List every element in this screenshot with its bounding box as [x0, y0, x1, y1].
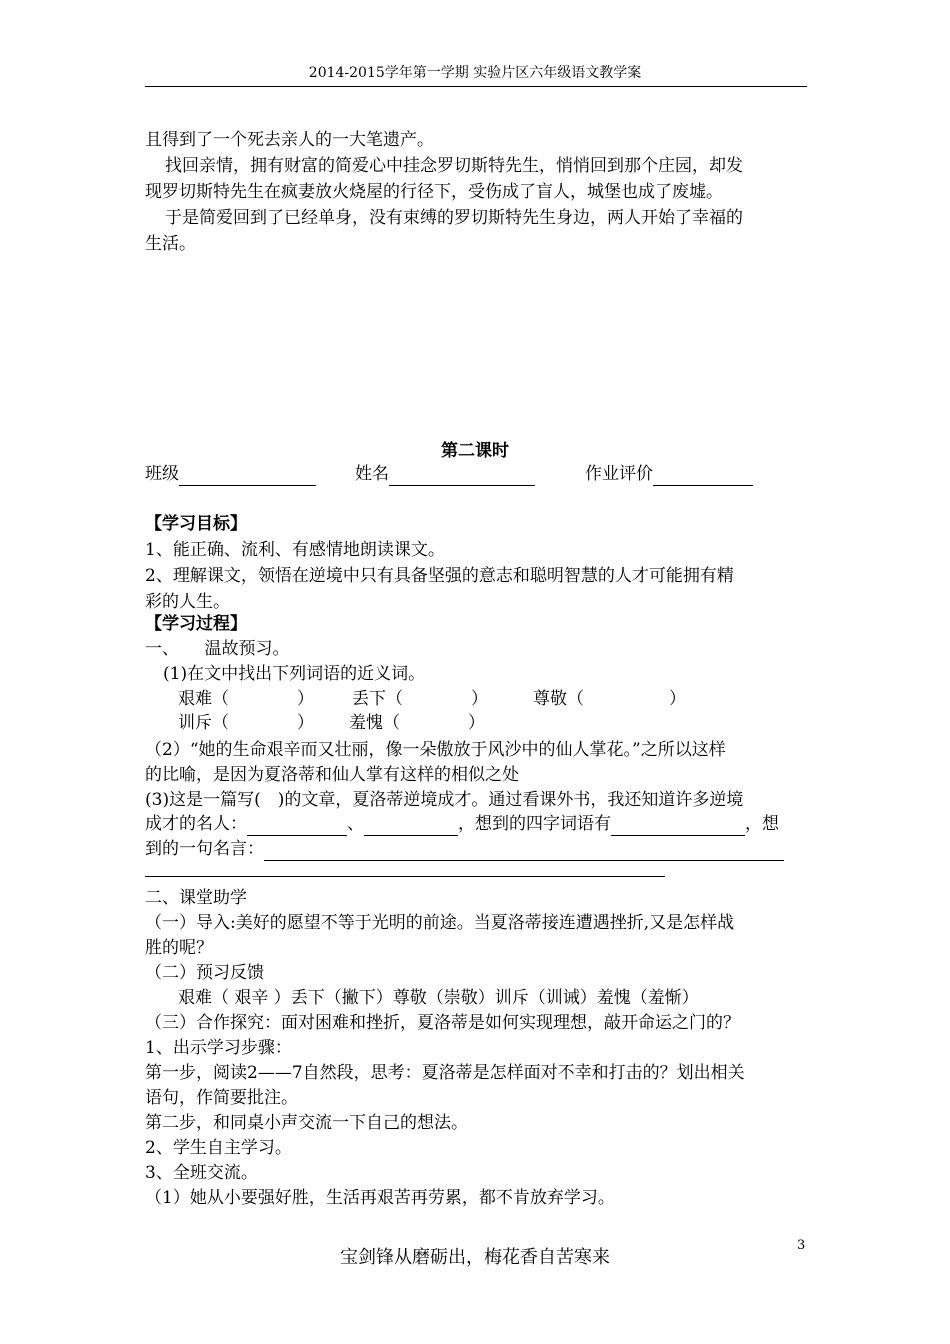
grade-blank[interactable]	[653, 467, 753, 486]
grade-field	[585, 462, 753, 486]
goal-2-cont: 彩的人生。	[145, 592, 230, 612]
quote-label: 到的一句名言：	[145, 839, 264, 859]
goal-1: 1、能正确、流利、有感情地朗读课文。	[145, 540, 445, 560]
famous-people-label: 成才的名人：	[145, 814, 247, 834]
quote-lead: ，想	[745, 814, 779, 834]
question-1: (1)在文中找出下列词语的近义词。	[163, 664, 426, 684]
share-point-1: （1）她从小要强好胜，生活再艰苦再劳累，都不肯放弃学习。	[145, 1188, 615, 1208]
header-rule	[145, 86, 807, 87]
lesson-title: 第二课时	[441, 441, 509, 461]
section-2-title: 二、课堂助学	[145, 888, 247, 908]
step-1-line-2: 语句，作简要批注。	[145, 1088, 298, 1108]
question-3-line-2	[145, 812, 779, 836]
step-1-line-1: 第一步，阅读2——7自然段，思考：夏洛蒂是怎样面对不幸和打击的？划出相关	[145, 1063, 745, 1083]
continuation-line-5: 生活。	[145, 234, 196, 254]
idiom-blank[interactable]	[611, 817, 745, 836]
name-label: 姓名	[355, 464, 389, 484]
question-2-line-1: （2）“她的生命艰辛而又壮丽，像一朵傲放于风沙中的仙人掌花。”之所以这样	[145, 740, 726, 760]
question-3-line-3	[145, 837, 784, 861]
question-2-line-2: 的比喻，是因为夏洛蒂和仙人掌有这样的相似之处	[145, 765, 519, 785]
quote-blank-2[interactable]	[145, 876, 665, 877]
class-blank[interactable]	[179, 467, 316, 486]
class-share: 3、全班交流。	[145, 1163, 258, 1183]
class-label: 班级	[145, 464, 179, 484]
feedback-heading: （二）预习反馈	[145, 963, 264, 983]
intro-line-1: （一）导入:美好的愿望不等于光明的前途。当夏洛蒂接连遭遇挫折,又是怎样战	[145, 913, 735, 933]
footer-motto: 宝剑锋从磨砺出，梅花香自苦寒来	[340, 1247, 610, 1268]
word-scold: 训斥（ ）	[178, 713, 314, 733]
steps-title: 1、出示学习步骤：	[145, 1038, 292, 1058]
word-hardship: 艰难（ ）	[178, 689, 314, 709]
famous-person-blank-2[interactable]	[364, 817, 458, 836]
continuation-line-2: 找回亲情，拥有财富的简爱心中挂念罗切斯特先生，悄悄回到那个庄园，却发	[165, 156, 743, 176]
word-ashamed: 羞愧（ ）	[349, 713, 485, 733]
quote-blank-1[interactable]	[264, 842, 784, 861]
word-abandon: 丢下（ ）	[352, 689, 488, 709]
name-blank[interactable]	[389, 467, 535, 486]
process-heading: 【学习过程】	[145, 614, 247, 634]
question-3-line-1: (3)这是一篇写( )的文章，夏洛蒂逆境成才。通过看课外书，我还知道许多逆境	[145, 790, 744, 810]
cooperative-inquiry: （三）合作探究：面对困难和挫折，夏洛蒂是如何实现理想，敲开命运之门的？	[145, 1013, 740, 1033]
continuation-line-1: 且得到了一个死去亲人的一大笔遗产。	[145, 130, 434, 150]
step-2: 第二步，和同桌小声交流一下自己的想法。	[145, 1113, 468, 1133]
famous-person-blank-1[interactable]	[247, 817, 347, 836]
word-respect: 尊敬（ ）	[533, 689, 686, 709]
continuation-line-4: 于是简爱回到了已经单身，没有束缚的罗切斯特先生身边，两人开始了幸福的	[165, 208, 743, 228]
intro-line-2: 胜的呢？	[145, 938, 213, 958]
feedback-words: 艰难（ 艰辛 ）丢下（撇下）尊敬（崇敬）训斥（训诫）羞愧（羞惭）	[178, 988, 699, 1008]
goals-heading: 【学习目标】	[145, 514, 247, 534]
goal-2: 2、理解课文，领悟在逆境中只有具备坚强的意志和聪明智慧的人才可能拥有精	[145, 566, 734, 586]
page-number: 3	[797, 1238, 806, 1253]
idiom-label: ，想到的四字词语有	[458, 814, 611, 834]
self-study: 2、学生自主学习。	[145, 1138, 292, 1158]
continuation-line-3: 现罗切斯特先生在疯妻放火烧屋的行径下，受伤成了盲人，城堡也成了废墟。	[145, 182, 723, 202]
grade-label: 作业评价	[585, 464, 653, 484]
class-field	[145, 462, 316, 486]
section-1-title: 一、 温故预习。	[145, 639, 290, 659]
page-header: 2014-2015学年第一学期 实验片区六年级语文教学案	[308, 65, 642, 81]
separator: 、	[347, 814, 364, 834]
name-field	[355, 462, 535, 486]
